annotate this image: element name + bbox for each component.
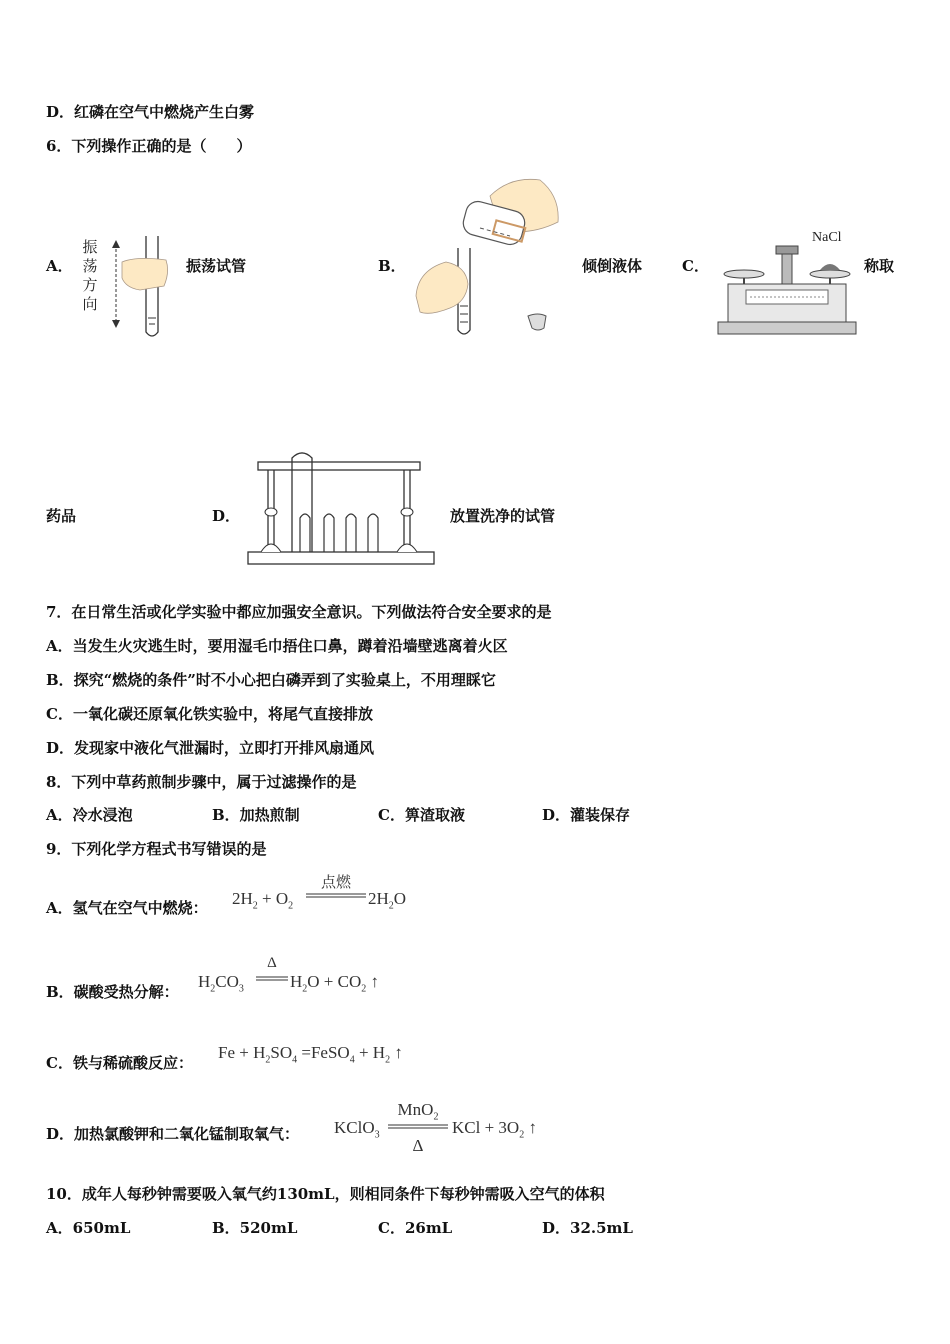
q6-b-letter: B． [378,257,406,275]
q10-stem: 10．成年人每秒钟需要吸入氧气约130mL，则相同条件下每秒钟需吸入空气的体积 [46,1185,605,1203]
q9-b-lhs: $H_2CO_3$ [198,972,244,995]
q8-option-d: D．灌装保存 [542,806,631,824]
q6-c-caption-cont: 药品 [46,507,77,525]
q6-a-fig-char: 荡 [82,257,98,275]
q9-d-condition-top [388,1100,448,1122]
q9-c-equation: $Fe + H_2SO_4$ =FeSO$_4$ + $H_2$ ↑ [218,1043,403,1066]
q6-a-fig-char: 方 [82,276,98,294]
q10-option-d: D．32.5mL [542,1219,633,1237]
q6-b-figure [410,166,570,346]
q7-option-d: D．发现家中液化气泄漏时，立即打开排风扇通风 [46,739,375,757]
q9-b-label: B．碳酸受热分解： [46,983,179,1001]
q9-d-condition-bottom: Δ [412,1136,424,1155]
q7-option-a: A．当发生火灾逃生时，要用湿毛巾捂住口鼻，蹲着沿墙壁逃离着火区 [46,637,508,655]
q10-option-b: B．520mL [212,1219,298,1237]
q9-a-lhs: $2H_2 + O_2$ [232,889,294,912]
q5-option-d: D．红磷在空气中燃烧产生白雾 [46,103,255,121]
q9-d-cond-subscript: 2 [433,1111,439,1123]
q6-c-caption: 称取 [864,257,895,275]
q9-d-label: D．加热氯酸钾和二氧化锰制取氧气： [46,1125,300,1143]
q9-d-cond-formula: MnO [397,1100,434,1119]
q6-a-figure [78,232,178,342]
q6-c-fig-label: NaCl [812,230,842,245]
q9-a-equals-sign [306,893,366,899]
q10-option-c: C．26mL [378,1219,453,1237]
q6-d-caption: 放置洗净的试管 [450,507,556,525]
q6-d-figure [244,448,438,572]
q6-a-fig-char: 振 [82,238,98,256]
q8-option-b: B．加热煎制 [212,806,300,824]
q9-stem: 9．下列化学方程式书写错误的是 [46,840,267,858]
q6-d-letter: D． [212,507,241,525]
q7-stem: 7．在日常生活或化学实验中都应加强安全意识。下列做法符合安全要求的是 [46,603,552,621]
q8-option-a: A．冷水浸泡 [46,806,133,824]
q9-d-lhs: KClO$_3$ [334,1118,380,1141]
q6-a-fig-char: 向 [82,295,98,313]
q9-a-condition: 点燃 [320,875,351,891]
q8-option-c: C．箅渣取液 [378,806,465,824]
q6-a-caption: 振荡试管 [186,257,247,275]
q6-stem: 6．下列操作正确的是（ ） [46,137,252,155]
q7-option-b: B．探究“燃烧的条件”时不小心把白磷弄到了实验桌上，不用理睬它 [46,671,496,689]
q9-c-label: C．铁与稀硫酸反应： [46,1054,193,1072]
q9-a-rhs: $2H_2O$ [368,889,407,912]
q9-b-condition: Δ [267,955,277,971]
q9-d-equals-sign [388,1124,448,1130]
q9-b-equals-sign [256,976,288,982]
q6-c-letter: C． [682,257,709,275]
q7-option-c: C．一氧化碳还原氧化铁实验中，将尾气直接排放 [46,705,373,723]
q6-c-figure [716,228,860,338]
q9-b-rhs: $H_2O + CO_2$ ↑ [290,972,380,995]
q6-a-letter: A． [46,257,73,275]
q9-d-rhs: KCl + $3O_2$ ↑ [452,1118,537,1141]
q9-a-label: A．氢气在空气中燃烧： [46,899,208,917]
q10-option-a: A．650mL [46,1219,131,1237]
q8-stem: 8．下列中草药煎制步骤中，属于过滤操作的是 [46,773,357,791]
q6-b-caption: 倾倒液体 [582,257,643,275]
